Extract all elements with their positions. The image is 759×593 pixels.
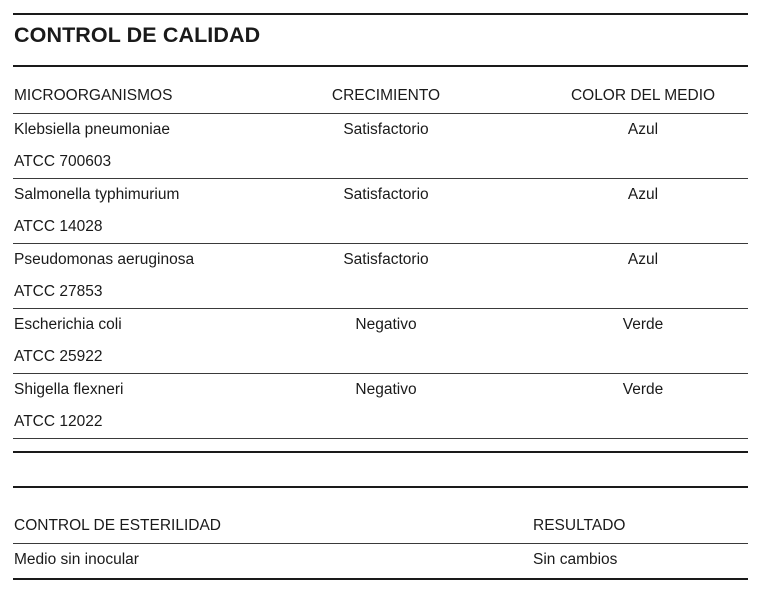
header-result: RESULTADO: [533, 517, 626, 534]
medium-color-value: Verde: [622, 381, 664, 398]
table-row: [13, 374, 748, 438]
header-medium-color: COLOR DEL MEDIO: [570, 87, 716, 104]
table-header-row: [13, 79, 748, 113]
table-row: [13, 244, 748, 308]
strain-id: ATCC 14028: [14, 218, 103, 235]
sterility-header-row: [13, 509, 748, 543]
table-row: [13, 179, 748, 243]
document-sheet: [13, 0, 748, 580]
table-row: [13, 114, 748, 178]
table-row: [13, 309, 748, 373]
sterility-row: [13, 544, 748, 576]
medium-color-value: Verde: [622, 316, 664, 333]
strain-id: ATCC 12022: [14, 413, 103, 430]
medium-color-value: Azul: [627, 251, 659, 268]
sterility-result: Sin cambios: [533, 551, 618, 568]
sterility-control-section: [13, 453, 748, 580]
growth-value: Satisfactorio: [343, 251, 429, 268]
header-growth: CRECIMIENTO: [331, 87, 441, 104]
sterility-bottom-rule: [13, 578, 748, 580]
organism-name: Klebsiella pneumoniae: [14, 121, 170, 138]
strain-id: ATCC 27853: [14, 283, 103, 300]
growth-value: Negativo: [355, 381, 417, 398]
section-title: CONTROL DE CALIDAD: [14, 23, 261, 47]
strain-id: ATCC 700603: [14, 153, 112, 170]
growth-value: Satisfactorio: [343, 186, 429, 203]
strain-id: ATCC 25922: [14, 348, 103, 365]
quality-control-section: [13, 0, 748, 453]
growth-value: Satisfactorio: [343, 121, 429, 138]
organism-name: Salmonella typhimurium: [14, 186, 180, 203]
sterility-test: Medio sin inocular: [14, 551, 139, 568]
organism-name: Shigella flexneri: [14, 381, 124, 398]
organism-name: Escherichia coli: [14, 316, 122, 333]
organism-name: Pseudomonas aeruginosa: [14, 251, 195, 268]
medium-color-value: Azul: [627, 121, 659, 138]
header-microorganisms: MICROORGANISMOS: [14, 87, 173, 104]
medium-color-value: Azul: [627, 186, 659, 203]
header-sterility-control: CONTROL DE ESTERILIDAD: [14, 517, 221, 534]
growth-value: Negativo: [355, 316, 417, 333]
